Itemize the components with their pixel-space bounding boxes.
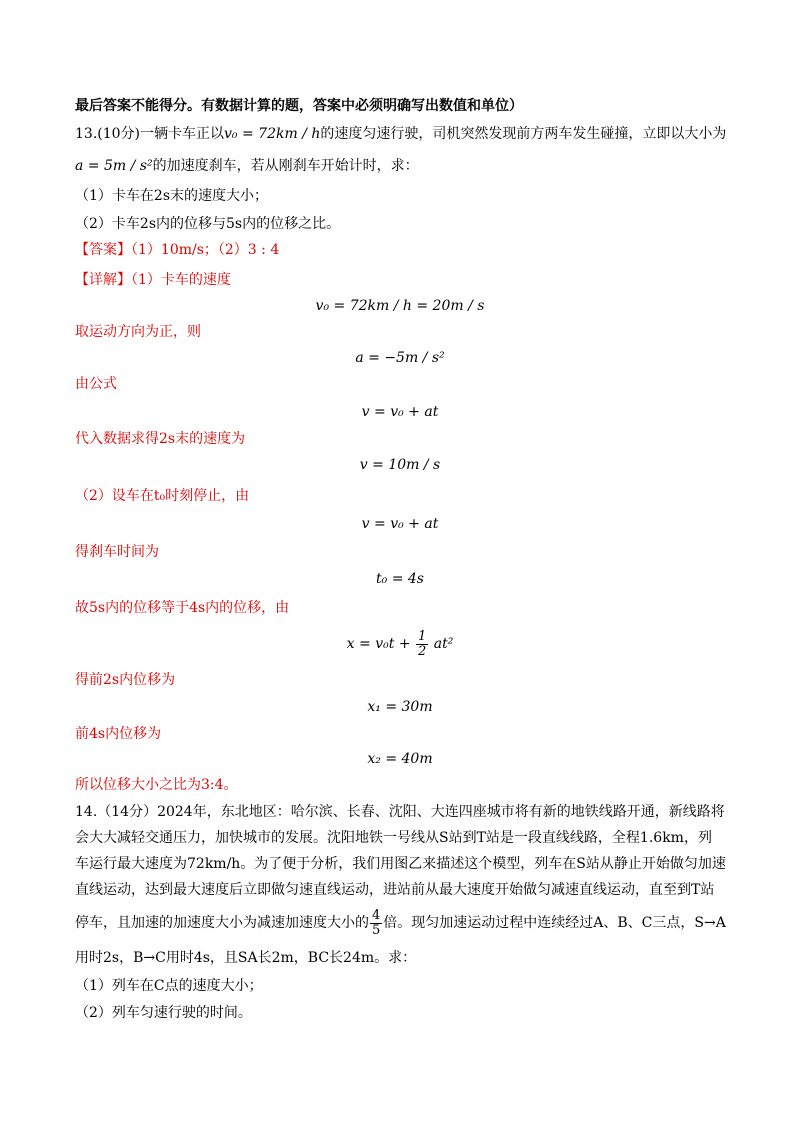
detail-eq6: t₀ = 4s	[376, 571, 424, 587]
detail-l10: 所以位移大小之比为3:4。	[75, 777, 238, 793]
detail-l4: 代入数据求得2s末的速度为	[75, 431, 246, 447]
detail-eq8: x₁ = 30m	[367, 699, 433, 715]
detail-l5: （2）设车在t₀时刻停止，由	[75, 488, 250, 504]
detail-l2: 取运动方向为正，则	[75, 324, 201, 340]
q13-number: 13.	[75, 126, 98, 142]
q14-line5-fraction	[370, 909, 382, 938]
q14-line5-a: 停车，且加速的加速度大小为减速加速度大小的	[75, 915, 369, 931]
answer-content: （1）10m/s；（2）3 : 4	[131, 242, 280, 258]
q13-stem-line1	[75, 124, 726, 144]
detail-eq9: x₂ = 40m	[367, 751, 433, 767]
detail-eq7-fraction	[416, 630, 428, 659]
q13-score: (10分)	[97, 126, 141, 142]
q14-line5	[75, 905, 726, 941]
detail-eq7-denominator: 2	[417, 643, 427, 659]
answer-line	[75, 240, 279, 260]
q14-line5-numerator: 4	[372, 907, 381, 923]
header-note: 最后答案不能得分。有数据计算的题，答案中必须明确写出数值和单位）	[75, 98, 523, 114]
answer-label: 【答案】	[75, 242, 131, 258]
detail-label: 【详解】	[75, 272, 131, 288]
detail-l9: 前4s内位移为	[75, 726, 162, 742]
detail-eq1: v₀ = 72km / h = 20m / s	[315, 298, 485, 314]
q13-text-b: 的速度匀速行驶，司机突然发现前方两车发生碰撞，立即以大小为	[320, 126, 727, 142]
q14-line5-b: 倍。现匀加速运动过程中连续经过A、B、C三点，S→A	[383, 915, 726, 931]
q13-sub1: （1）卡车在2s末的速度大小；	[75, 188, 268, 204]
detail-l6: 得刹车时间为	[75, 544, 159, 560]
q13-accel: a = 5m / s²	[75, 158, 153, 174]
q13-sub2: （2）卡车2s内的位移与5s内的位移之比。	[75, 216, 341, 232]
detail-eq2: a = −5m / s²	[355, 350, 445, 366]
q14-line1: 14.（14分）2024年，东北地区：哈尔滨、长春、沈阳、大连四座城市将有新的地铁线路开通，新线路将	[75, 804, 725, 820]
q14-line6: 用时2s，B→C用时4s，且SA长2m，BC长24m。求：	[75, 950, 417, 966]
detail-l1: （1）卡车的速度	[131, 272, 231, 288]
q14-line5-denominator: 5	[372, 922, 381, 938]
detail-l7: 故5s内的位移等于4s内的位移，由	[75, 600, 290, 616]
detail-line1	[75, 270, 231, 290]
q14-sub1: （1）列车在C点的速度大小；	[75, 978, 263, 994]
detail-eq7-a: x = v₀t +	[346, 636, 411, 652]
detail-l3: 由公式	[75, 376, 117, 392]
q13-text-a: 一辆卡车正以	[140, 126, 225, 142]
q13-text-c: 的加速度刹车，若从刚刹车开始计时，求：	[152, 158, 419, 174]
detail-eq3: v = v₀ + at	[361, 404, 439, 420]
detail-l8: 得前2s内位移为	[75, 672, 176, 688]
detail-eq4: v = 10m / s	[359, 457, 441, 473]
detail-eq7-b: at²	[433, 636, 454, 652]
q14-sub2: （2）列车匀速行驶的时间。	[75, 1005, 252, 1021]
q13-v0: v₀ = 72km / h	[224, 126, 321, 142]
q14-line4: 直线运动，达到最大速度后立即做匀速直线运动，进站前从最大速度开始做匀减速直线运动，直至到T站	[75, 882, 715, 898]
detail-eq7-numerator: 1	[417, 628, 427, 644]
detail-eq7	[0, 624, 800, 664]
q14-line3: 车运行最大速度为72km/h。为了便于分析，我们用图乙来描述这个模型，列车在S站从静止开始做匀加速	[75, 856, 726, 872]
q14-line2: 会大大减轻交通压力，加快城市的发展。沈阳地铁一号线从S站到T站是一段直线线路，全程1.6km，列	[75, 830, 712, 846]
detail-eq5: v = v₀ + at	[361, 516, 439, 532]
q13-stem-line2	[75, 156, 419, 176]
